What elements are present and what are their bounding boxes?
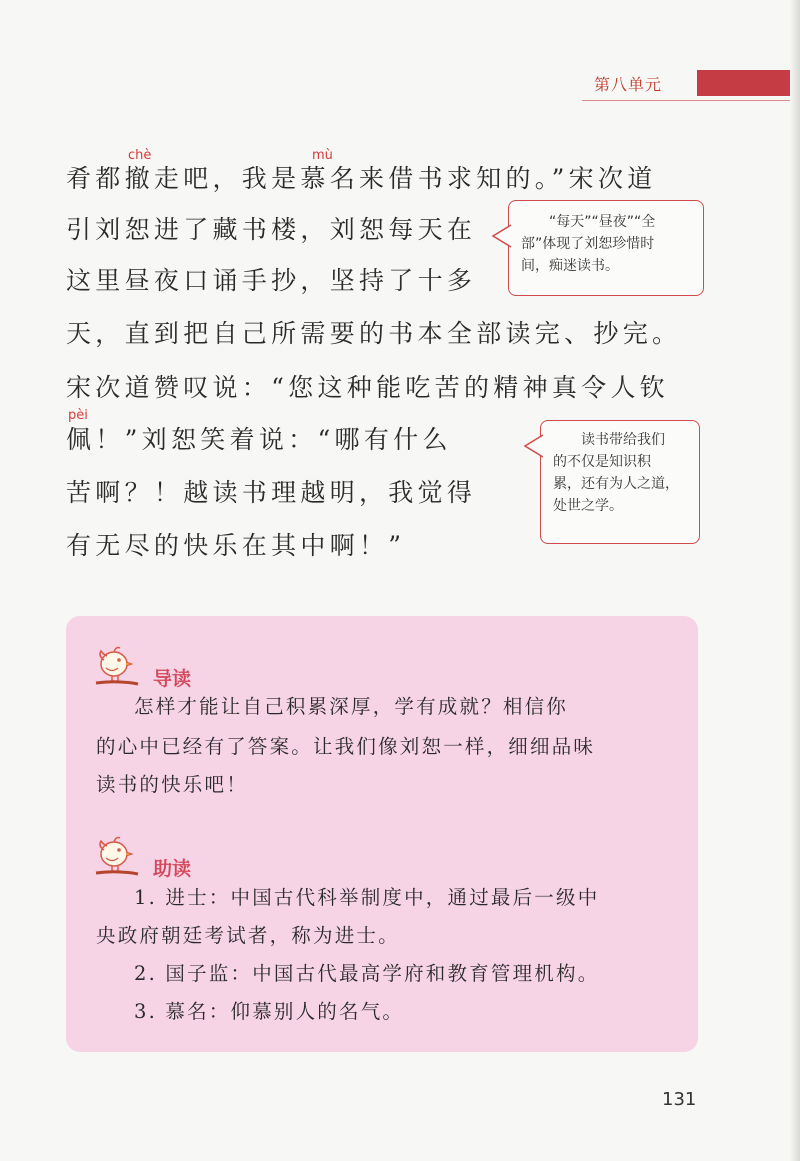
unit-label: 第八单元	[594, 75, 663, 94]
callout-text: 读书带给我们	[581, 432, 665, 448]
story-line: 有无尽的快乐在其中啊！”	[66, 531, 406, 560]
guide-title: 导读	[153, 668, 192, 690]
bird-icon	[92, 640, 142, 692]
unit-rule	[582, 100, 790, 101]
callout-text: 累，还有为人之道，	[553, 476, 679, 492]
callout-text: “每天”“昼夜”“全	[549, 214, 656, 230]
unit-bar	[697, 70, 790, 96]
guide-line: 怎样才能让自己积累深厚，学有成就？相信你	[134, 695, 569, 718]
bird-icon	[92, 830, 142, 882]
callout-text: 的不仅是知识积	[553, 454, 651, 470]
guide-line: 的心中已经有了答案。让我们像刘恕一样，细细品味	[96, 735, 596, 758]
callout-text: 间，痴迷读书。	[521, 258, 619, 274]
callout-text: 部”体现了刘恕珍惜时	[521, 236, 655, 252]
story-line: 肴都撤走吧，我是慕名来借书求知的。”宋次道	[66, 164, 657, 193]
story-line: 宋次道赞叹说：“您这种能吃苦的精神真令人钦	[66, 373, 670, 402]
page-number: 131	[662, 1089, 697, 1110]
callout-pointer	[523, 433, 543, 459]
callout-text: 处世之学。	[553, 498, 623, 514]
story-line: 这里昼夜口诵手抄，坚持了十多	[66, 266, 477, 295]
story-line: 苦啊？！越读书理越明，我觉得	[66, 478, 477, 507]
pinyin-pei: pèi	[68, 408, 88, 423]
story-line: 引刘恕进了藏书楼，刘恕每天在	[66, 215, 477, 244]
help-line: 3. 慕名：仰慕别人的名气。	[134, 1000, 405, 1023]
guide-line: 读书的快乐吧！	[96, 773, 248, 796]
story-line: 佩！”刘恕笑着说：“哪有什么	[66, 425, 452, 454]
pinyin-che: chè	[128, 148, 152, 163]
page-edge	[790, 0, 800, 1161]
pinyin-mu: mù	[312, 148, 333, 163]
annotation-callout	[508, 200, 704, 296]
annotation-callout	[540, 420, 700, 544]
story-line: 天，直到把自己所需要的书本全部读完、抄完。	[66, 319, 682, 348]
help-title: 助读	[153, 858, 192, 880]
callout-pointer	[491, 223, 511, 249]
help-line: 1. 进士：中国古代科举制度中，通过最后一级中	[134, 886, 600, 909]
help-line: 央政府朝廷考试者，称为进士。	[96, 924, 400, 947]
help-line: 2. 国子监：中国古代最高学府和教育管理机构。	[134, 962, 600, 985]
